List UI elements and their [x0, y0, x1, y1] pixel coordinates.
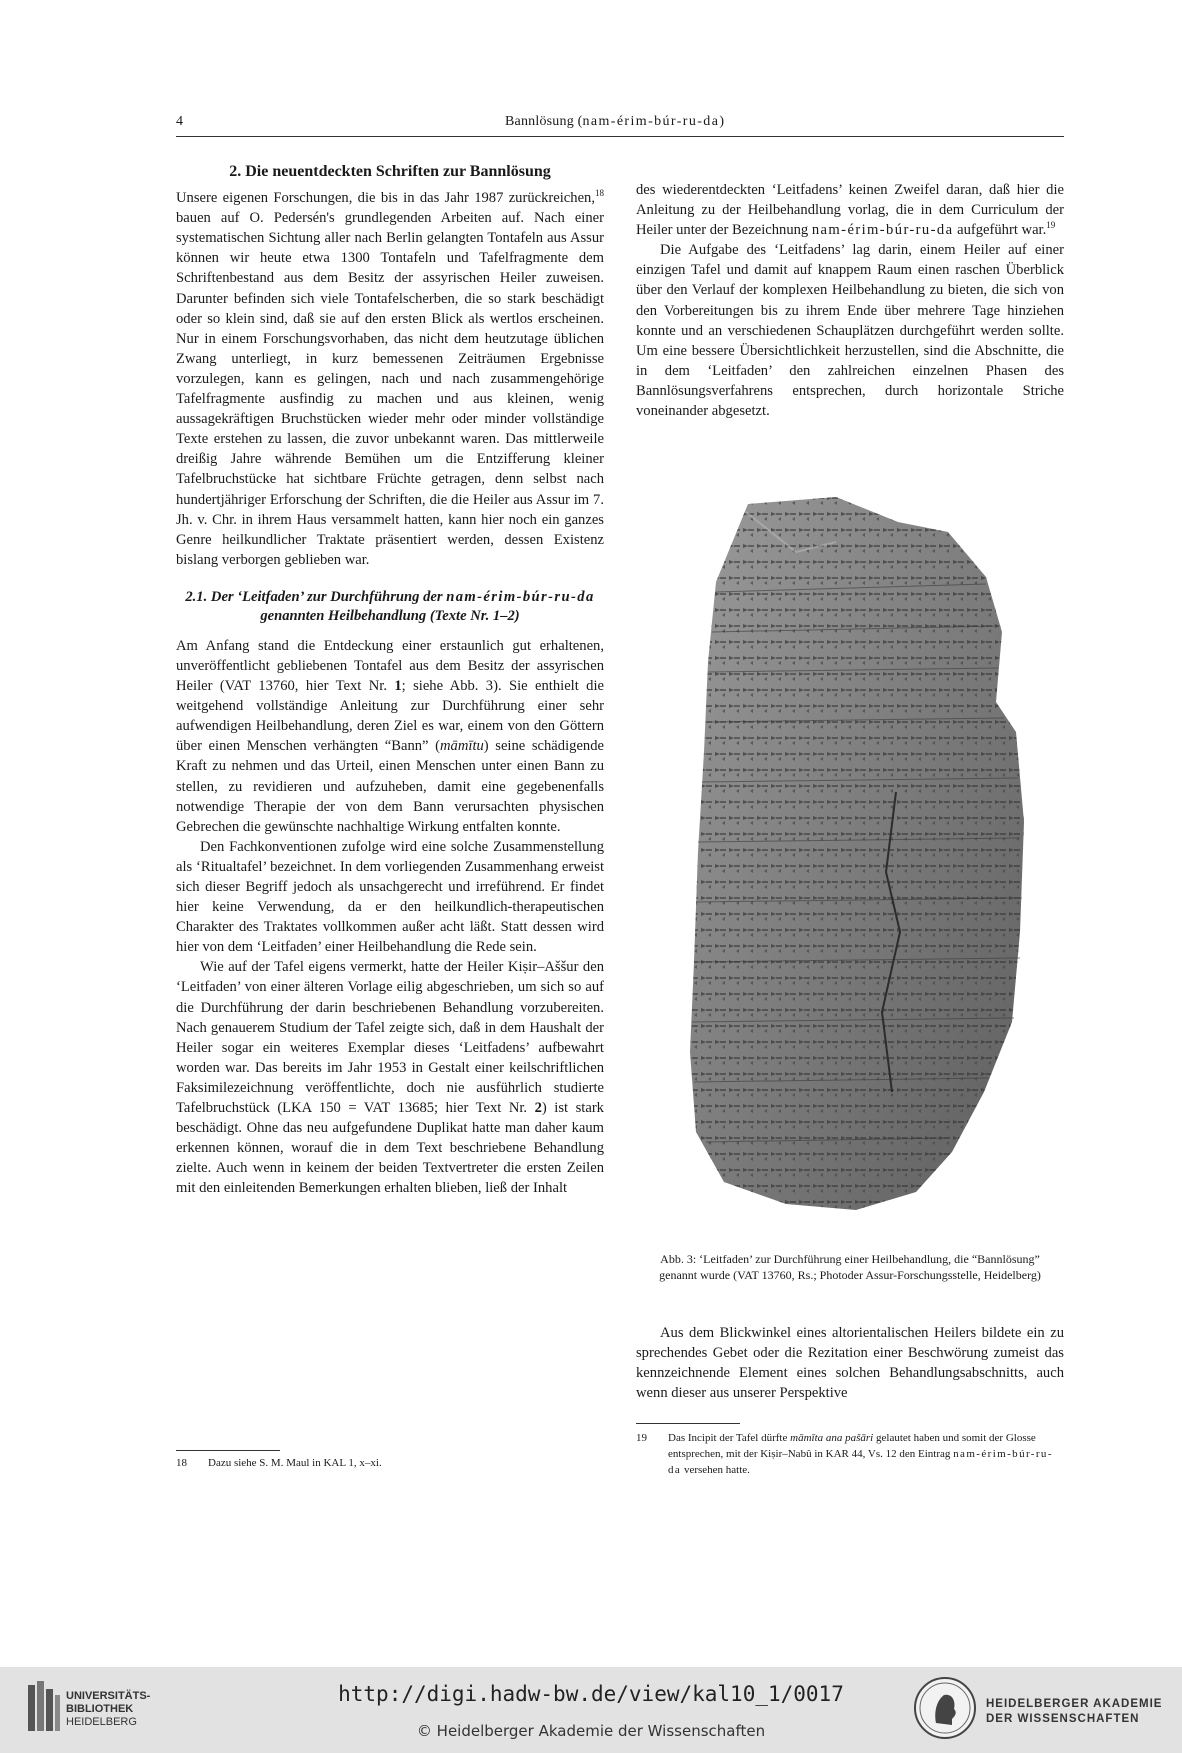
tablet-image: [686, 492, 1034, 1217]
academy-portrait-medallion-icon: [912, 1675, 978, 1746]
paragraph-research: Unsere eigenen Forschungen, die bis in das Jahr 1987 zurückreichen,$^{18}$ bauen auf O. Pedersén's grundlegenden Arbeiten auf. Nach einer systematischen Sichtung aller nach Berlin gelangten Tontafeln aus Assur können wir heute etwa 1300 Tontafeln und Tafelfragmente dem Schriftenbestand aus dem Besitz der assyrischen Heiler zuweisen. Darunter befinden sich viele Tontafelscherben, die so stark beschädigt oder so klein sind, daß sie auf den ersten Blick als wertlos erscheinen. Nur in einem Forschungsvorhaben, das nicht dem heutzutage üblichen Zwang unterliegt, in kurz bemessenen Zeiträumen Ergebnisse vorzulegen, kann es gelingen, nach und nach zusammengehörige Tafelfragmente ausfindig zu machen und aus kleinen, wenig aussagekräftigen Bruchstücken wieder mehr oder minder vollständige Texte erstehen zu lassen, die zuvor unbekannt waren. Das mittlerweile dreißig Jahre währende Bemühen um die Entzifferung kleiner Tafelbruchstücke hat sichtbare Früchte getragen, denn selbst nach hundertjähriger Erforschung der Schriften, die die Heiler aus Assur im 7. Jh. v. Chr. in ihrem Haus versammelt hatten, kann hier noch ein ganzes Genre heilkundlicher Traktate präsentiert werden, dessen Existenz bislang verborgen geblieben war.: [176, 188, 604, 568]
footnote-18: [176, 1450, 604, 1469]
running-title: Bannlösung (nam-érim-búr-ru-da): [505, 114, 725, 129]
footnote-ref-19[interactable]: 19: [1046, 220, 1056, 231]
page-number: 4: [176, 114, 183, 129]
paragraph-convention: Den Fachkonventionen zufolge wird eine solche Zusammenstellung als ‘Ritualtafel’ bezeichnet. In dem vorliegenden Zusammenhang erweist sich dieser Begriff jedoch als unsachgerecht und irreführend. Er findet hier keine Verwendung, da er den heilkundlich-therapeutischen Charakter des Traktates vollkommen außer acht läßt. Statt dessen wird hier von dem ‘Leitfaden’ einer Heilbehandlung die Rede sein.: [176, 838, 604, 956]
right-column-lower: [636, 1323, 1064, 1403]
section-title: 2. Die neuentdeckten Schriften zur Bannlösung: [229, 163, 551, 180]
footnote-text: Das Incipit der Tafel dürfte māmīta ana pašāri gelautet haben und somit der Glosse entsprechen, mit der Kiṣir–Nabû in KAR 44, Vs. 12 den Eintrag nam-érim-búr-ru-da versehen hatte.: [668, 1432, 1053, 1476]
library-name: UNIVERSITÄTS- BIBLIOTHEK HEIDELBERG: [66, 1690, 151, 1728]
footnote-number: 18: [176, 1457, 187, 1469]
footnote-ref-18[interactable]: 18: [595, 188, 604, 199]
paragraph-prayer: Aus dem Blickwinkel eines altorientalischen Heilers bildete ein zu sprechendes Gebet oder die Rezitation einer Beschwörung zumeist das kennzeichnende Element eines solchen Behandlungsabschnitts, auch wenn dieser aus unserer Perspektive: [636, 1325, 1064, 1402]
copyright-notice: © Heidelberger Akademie der Wissenschaften: [416, 1722, 766, 1740]
footnote-rule: [636, 1423, 740, 1424]
paragraph-copy: Wie auf der Tafel eigens vermerkt, hatte der Heiler Kiṣir–Aššur den ‘Leitfaden’ von einer älteren Vorlage eilig abgeschrieben, um sich so auf die Durchführung der darin beschriebenen Behandlung vorzubereiten. Nach genauerem Studium der Tafel zeigte sich, daß in dem Haushalt der Heiler sogar ein weiteres Exemplar dieses ‘Leitfadens’ aufbewahrt worden war. Das bereits im Jahr 1953 in Gestalt einer keilschriftlichen Faksimilezeichnung veröffentlichte, doch nie ausführlich studierte Tafelbruchstück (LKA 150 = VAT 13685; hier Text Nr. 2) ist stark beschädigt. Ohne das neu aufgefundene Duplikat hatte man daher kaum erkennen können, worauf die in dem Text beschriebene Behandlung zielte. Auch wenn in keinem der beiden Textvertreter die ersten Zeilen mit den einleitenden Bemerkungen erhalten blieben, ließ der Inhalt: [176, 959, 604, 1197]
paragraph-continuation: des wiederentdeckten ‘Leitfadens’ keinen Zweifel daran, daß hier die Anleitung zu der Heilbehandlung vorlag, die in dem Curriculum der Heiler unter der Bezeichnung nam-érim-búr-ru-da aufgeführt war.$^{19}$: [636, 182, 1064, 239]
running-header: [176, 114, 1064, 137]
subsection-title: 2.1. Der ‘Leitfaden’ zur Durchführung der nam-érim-búr-ru-da genannten Heilbehandlung (Texte Nr. 1–2): [185, 588, 595, 624]
footnote-text: Dazu siehe S. M. Maul in KAL 1, x–xi.: [208, 1457, 382, 1469]
footnote-number: 19: [636, 1432, 647, 1444]
digitization-footer: [0, 1667, 1182, 1753]
source-url-link[interactable]: http://digi.hadw-bw.de/view/kal10_1/0017: [338, 1682, 844, 1706]
academy-name: HEIDELBERGER AKADEMIE DER WISSENSCHAFTEN: [986, 1698, 1163, 1725]
cuneiform-tablet-photo: [686, 492, 1034, 1217]
left-column: [176, 162, 604, 1199]
footnote-19: [636, 1423, 1064, 1478]
paragraph-discovery: Am Anfang stand die Entdeckung einer erstaunlich gut erhaltenen, unveröffentlicht gebliebenen Tontafel aus dem Besitz der assyrischen Heiler (VAT 13760, hier Text Nr. 1; siehe Abb. 3). Sie enthielt die weitgehend vollständige Anleitung zur Durchführung einer sehr aufwendigen Heilbehandlung, deren Ziel es war, einem von den Göttern über einen Menschen verhängten “Bann” (māmītu) seine schädigende Kraft zu nehmen und das Urteil, einen Menschen unter einen Bann zu stellen, zu revidieren und aufzuheben, damit eine gegebenenfalls notwendige Therapie der von dem Bann verursachten physischen Gebrechen die gewünschte nachhaltige Wirkung entfalten konnte.: [176, 637, 604, 835]
right-column: [636, 180, 1064, 421]
figure-caption: Abb. 3: ‘Leitfaden’ zur Durchführung einer Heilbehandlung, die “Bannlösung” genannt wurde (VAT 13760, Rs.; Photoder Assur-Forschungsstelle, Heidelberg): [659, 1252, 1041, 1282]
footnote-rule: [176, 1450, 280, 1451]
paragraph-purpose: Die Aufgabe des ‘Leitfadens’ lag darin, einem Heiler auf einer einzigen Tafel und damit auf knappem Raum einen raschen Überblick über den Verlauf der komplexen Heilbehandlung zu bieten, die sich von den Vorbereitungen bis zu ihrem Ende über mehrere Tage hinziehen konnte und an verschiedenen Schauplätzen durchgeführt werden sollte. Um eine bessere Übersichtlichkeit herzustellen, sind die Abschnitte, die in dem ‘Leitfaden’ den zahlreichen einzelnen Phasen des Bannlösungsverfahrens entsprechen, durch horizontale Striche voneinander abgesetzt.: [636, 242, 1064, 420]
